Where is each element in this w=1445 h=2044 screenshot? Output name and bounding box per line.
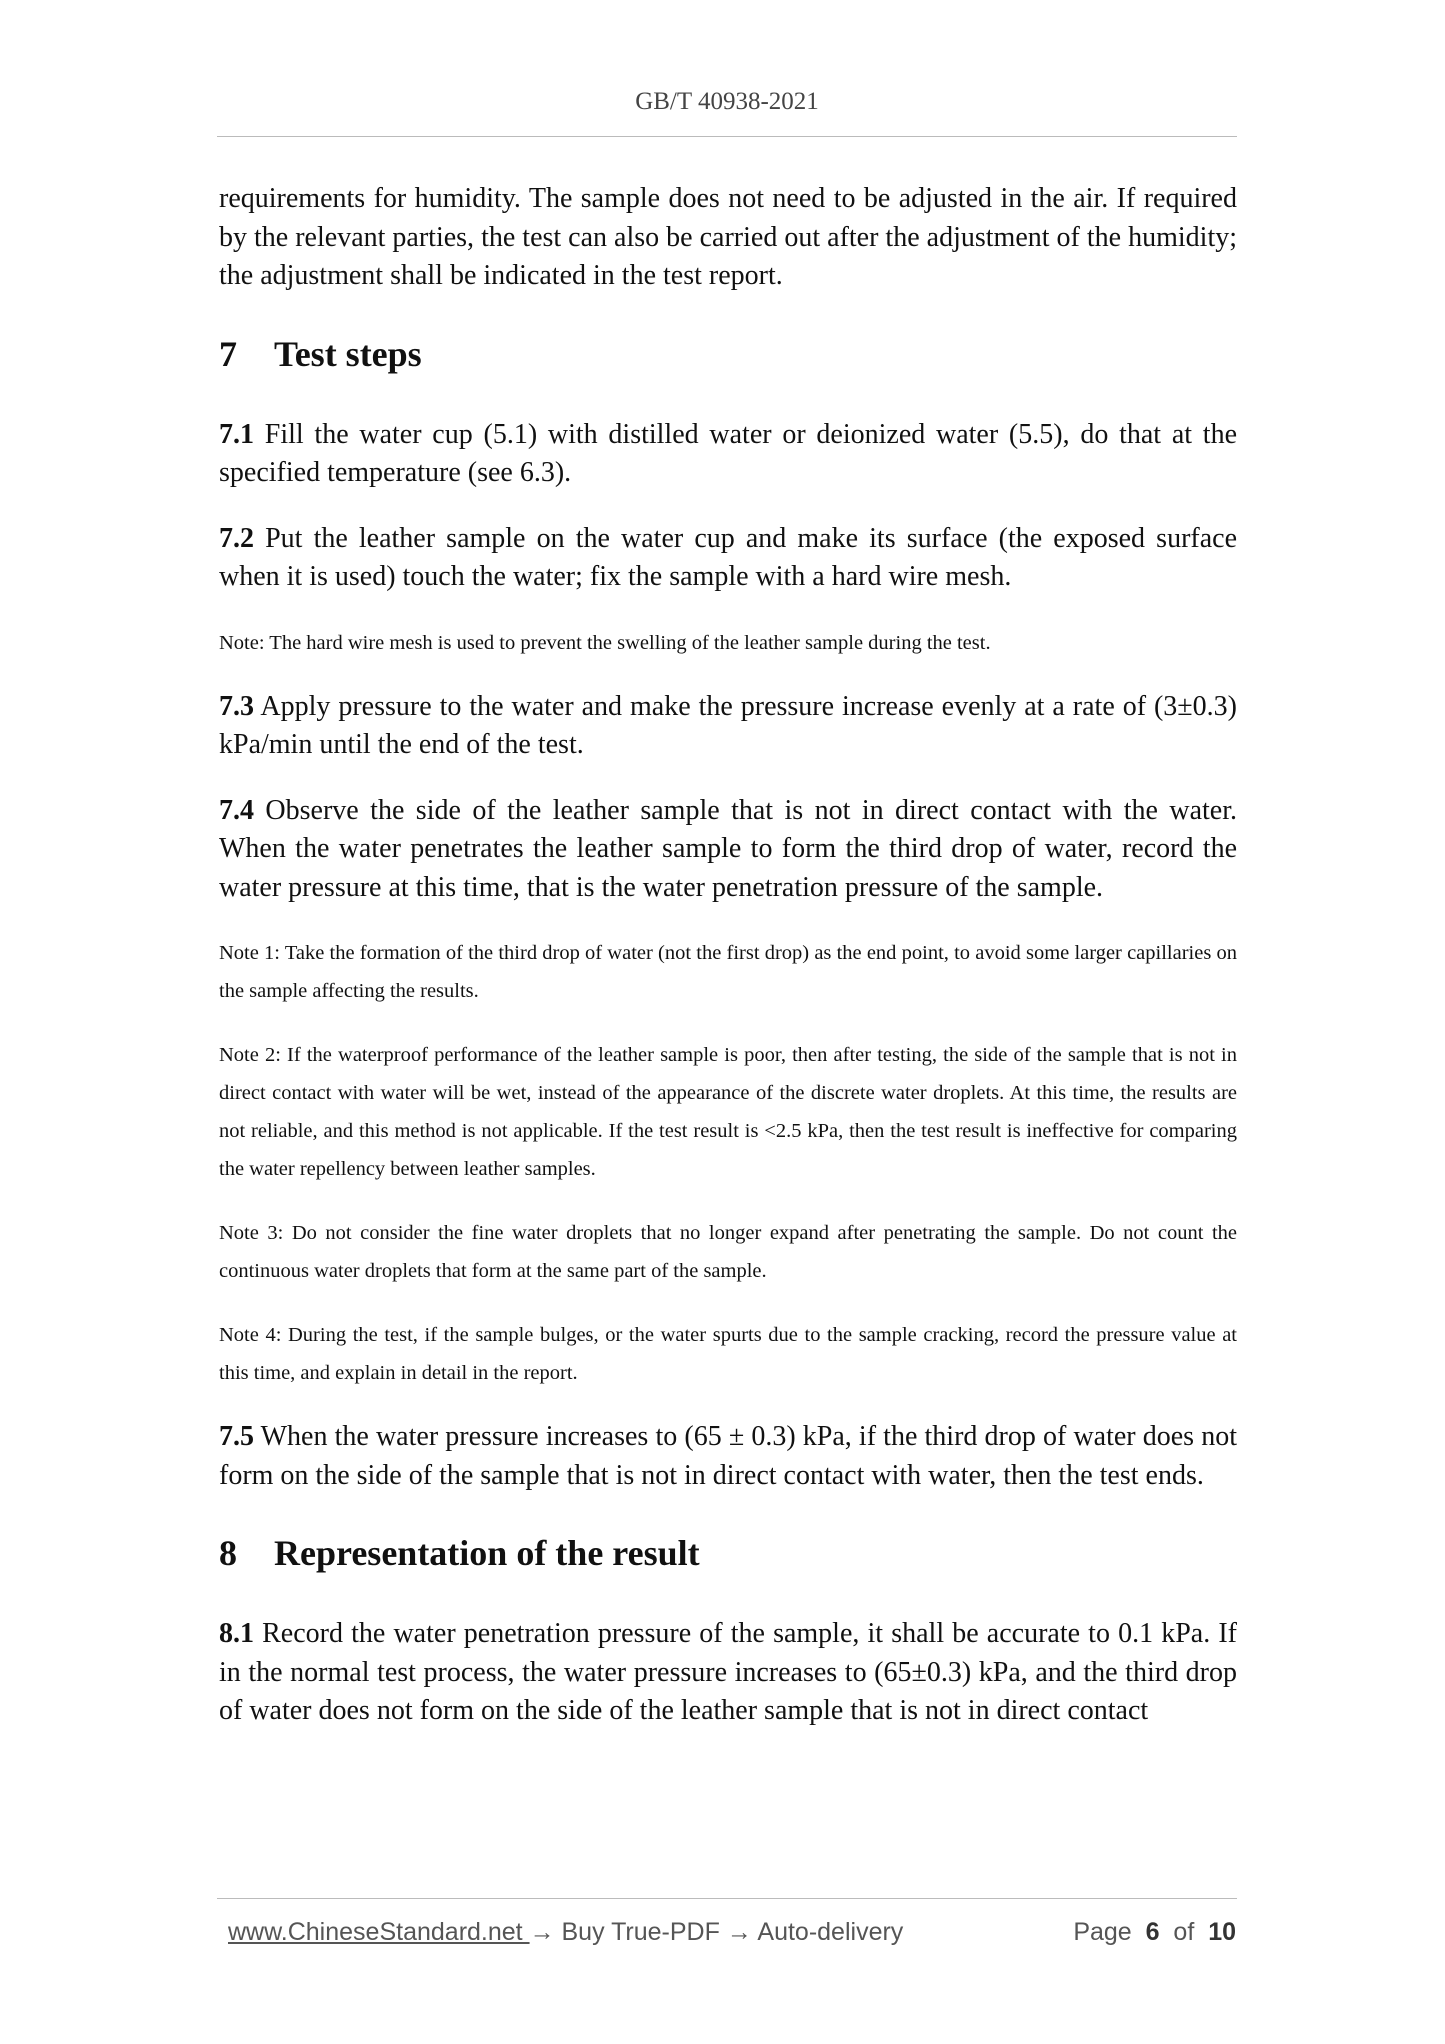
section-8-heading <box>219 1531 1237 1575</box>
clause-7-3-number: 7.3 <box>219 690 254 722</box>
note-3: Note 3: Do not consider the fine water droplets that no longer expand after penetrating the sample. Do not count the continuous water droplets that form at the same part of the sample. <box>219 1222 1237 1282</box>
clause-8-1 <box>219 1615 1237 1731</box>
note-4: Note 4: During the test, if the sample bulges, or the water spurts due to the sample cracking, record the pressure value at this time, and explain in detail in the report. <box>219 1324 1237 1384</box>
footer-tagline: → Buy True-PDF → Auto-delivery <box>529 1918 904 1946</box>
clause-7-1 <box>219 416 1237 493</box>
page-label: Page <box>1073 1918 1132 1946</box>
clause-7-1-number: 7.1 <box>219 418 254 450</box>
footer-left <box>228 1918 903 1947</box>
clause-7-5 <box>219 1418 1237 1495</box>
clause-7-3-text: Apply pressure to the water and make the pressure increase evenly at a rate of (3±0.3) kPa/min until the end of the test. <box>219 690 1237 760</box>
clause-7-4-text: Observe the side of the leather sample that is not in direct contact with the water. When the water penetrates the leather sample to form the third drop of water, record the water pressure at this time, that is the water penetration pressure of the sample. <box>219 794 1237 903</box>
clause-7-2-number: 7.2 <box>219 522 254 554</box>
clause-7-5-text: When the water pressure increases to (65 ± 0.3) kPa, if the third drop of water does not form on the side of the sample that is not in direct contact with water, then the test ends. <box>219 1421 1237 1491</box>
clause-7-3 <box>219 688 1237 765</box>
of-label: of <box>1173 1918 1195 1946</box>
header-rule <box>217 136 1237 137</box>
website-link[interactable]: www.ChineseStandard.net <box>228 1918 530 1946</box>
clause-7-4 <box>219 792 1237 908</box>
intro-paragraph: requirements for humidity. The sample does not need to be adjusted in the air. If required by the relevant parties, the test can also be carried out after the adjustment of the humidity; the adjustment shall be indicated in the test report. <box>219 183 1237 291</box>
clause-7-2 <box>219 520 1237 597</box>
note-7-2: Note: The hard wire mesh is used to prevent the swelling of the leather sample during the test. <box>219 631 991 654</box>
note-1: Note 1: Take the formation of the third drop of water (not the first drop) as the end point, to avoid some larger capillaries on the sample affecting the results. <box>219 942 1237 1002</box>
page-content <box>219 180 1237 1758</box>
clause-7-4-number: 7.4 <box>219 794 254 826</box>
section-7-number: 7 <box>219 333 237 374</box>
clause-7-2-text: Put the leather sample on the water cup and make its surface (the exposed surface when it is used) touch the water; fix the sample with a hard wire mesh. <box>219 522 1237 592</box>
section-7-title: Test steps <box>274 333 422 374</box>
document-code-header: GB/T 40938-2021 <box>635 88 819 115</box>
clause-8-1-text: Record the water penetration pressure of the sample, it shall be accurate to 0.1 kPa. If in the normal test process, the water pressure increases to (65±0.3) kPa, and the third drop of water does not form on the side of the leather sample that is not in direct contact <box>219 1618 1237 1726</box>
page-footer <box>228 1918 1236 1958</box>
page-indicator <box>1073 1918 1236 1947</box>
section-8-title: Representation of the result <box>274 1533 700 1573</box>
total-pages: 10 <box>1208 1918 1236 1946</box>
note-2: Note 2: If the waterproof performance of the leather sample is poor, then after testing, the side of the sample that is not in direct contact with water will be wet, instead of the appearance of the discrete water droplets. At this time, the results are not reliable, and this method is not applicable. If the test result is <2.5 kPa, then the test result is ineffective for comparing the water repellency between leather samples. <box>219 1044 1237 1180</box>
section-7-heading <box>219 332 1237 376</box>
clause-7-1-text: Fill the water cup (5.1) with distilled water or deionized water (5.5), do that at the specified temperature (see 6.3). <box>219 418 1237 488</box>
clause-8-1-number: 8.1 <box>219 1618 254 1649</box>
clause-7-5-number: 7.5 <box>219 1421 254 1452</box>
current-page-number: 6 <box>1145 1918 1160 1946</box>
section-8-number: 8 <box>219 1533 237 1573</box>
footer-rule <box>217 1898 1237 1899</box>
